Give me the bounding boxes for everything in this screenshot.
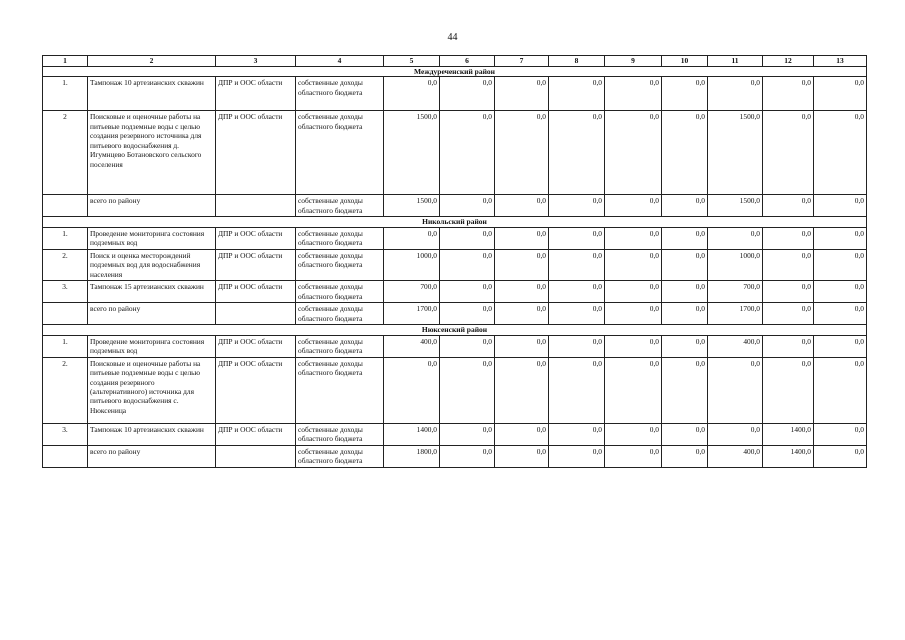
executor [216,303,296,325]
column-header-13: 13 [814,56,867,67]
value-col-9: 0,0 [605,77,662,111]
value-col-7: 0,0 [495,77,549,111]
activity-name: всего по району [88,303,216,325]
value-col-5: 1500,0 [384,195,440,217]
district-total-row [43,195,867,217]
value-col-9: 0,0 [605,445,662,467]
value-col-7: 0,0 [495,227,549,249]
value-col-13: 0,0 [814,445,867,467]
activity-name: Проведение мониторинга состояния подземных вод [88,335,216,357]
value-col-5: 400,0 [384,335,440,357]
row-number [43,195,88,217]
table-row [43,423,867,445]
activity-name: Поисковые и оценочные работы на питьевые подземные воды с целью создания резервного (альтернативного) источника для питьевого водоснабжения с. Нюксеница [88,357,216,423]
district-total-row [43,445,867,467]
value-col-5: 700,0 [384,281,440,303]
district-section-header [43,217,867,228]
value-col-6: 0,0 [440,281,495,303]
value-col-8: 0,0 [549,111,605,195]
value-col-6: 0,0 [440,111,495,195]
value-col-9: 0,0 [605,195,662,217]
value-col-7: 0,0 [495,111,549,195]
activity-name: Поисковые и оценочные работы на питьевые подземные воды с целью создания резервного источника для питьевого водоснабжения д. Игумнцево Ботановского сельского поселения [88,111,216,195]
value-col-8: 0,0 [549,335,605,357]
funding-source: собственные доходы областного бюджета [296,281,384,303]
activity-name: всего по району [88,195,216,217]
row-number: 2 [43,111,88,195]
funding-source: собственные доходы областного бюджета [296,195,384,217]
table-row [43,111,867,195]
value-col-6: 0,0 [440,195,495,217]
column-header-3: 3 [216,56,296,67]
executor: ДПР и ООС области [216,281,296,303]
value-col-6: 0,0 [440,77,495,111]
funding-source: собственные доходы областного бюджета [296,303,384,325]
value-col-6: 0,0 [440,249,495,280]
value-col-5: 1700,0 [384,303,440,325]
row-number [43,445,88,467]
column-header-12: 12 [763,56,814,67]
value-col-9: 0,0 [605,111,662,195]
value-col-10: 0,0 [662,249,708,280]
value-col-7: 0,0 [495,281,549,303]
value-col-11: 0,0 [708,357,763,423]
executor: ДПР и ООС области [216,335,296,357]
funding-source: собственные доходы областного бюджета [296,227,384,249]
value-col-10: 0,0 [662,303,708,325]
value-col-13: 0,0 [814,423,867,445]
value-col-10: 0,0 [662,227,708,249]
column-header-row [43,56,867,67]
value-col-12: 0,0 [763,111,814,195]
value-col-7: 0,0 [495,335,549,357]
value-col-7: 0,0 [495,445,549,467]
value-col-11: 400,0 [708,445,763,467]
district-section-header [43,66,867,77]
row-number: 1. [43,77,88,111]
value-col-11: 1500,0 [708,111,763,195]
row-number: 3. [43,423,88,445]
value-col-11: 400,0 [708,335,763,357]
district-section-header [43,325,867,336]
value-col-10: 0,0 [662,445,708,467]
value-col-12: 0,0 [763,227,814,249]
value-col-9: 0,0 [605,423,662,445]
executor: ДПР и ООС области [216,423,296,445]
value-col-6: 0,0 [440,357,495,423]
funding-source: собственные доходы областного бюджета [296,335,384,357]
value-col-10: 0,0 [662,357,708,423]
value-col-7: 0,0 [495,303,549,325]
value-col-6: 0,0 [440,303,495,325]
value-col-8: 0,0 [549,195,605,217]
value-col-6: 0,0 [440,445,495,467]
value-col-7: 0,0 [495,249,549,280]
value-col-11: 0,0 [708,423,763,445]
table-row [43,357,867,423]
column-header-6: 6 [440,56,495,67]
executor: ДПР и ООС области [216,357,296,423]
table-row [43,77,867,111]
district-title: Никольский район [43,217,867,228]
district-title: Нюксенский район [43,325,867,336]
value-col-5: 1400,0 [384,423,440,445]
value-col-10: 0,0 [662,77,708,111]
value-col-11: 1700,0 [708,303,763,325]
executor: ДПР и ООС области [216,111,296,195]
value-col-12: 0,0 [763,357,814,423]
value-col-8: 0,0 [549,303,605,325]
column-header-11: 11 [708,56,763,67]
funding-source: собственные доходы областного бюджета [296,111,384,195]
executor: ДПР и ООС области [216,249,296,280]
value-col-12: 0,0 [763,335,814,357]
activity-name: всего по району [88,445,216,467]
value-col-6: 0,0 [440,227,495,249]
value-col-5: 0,0 [384,77,440,111]
value-col-13: 0,0 [814,111,867,195]
funding-source: собственные доходы областного бюджета [296,423,384,445]
value-col-9: 0,0 [605,227,662,249]
column-header-1: 1 [43,56,88,67]
value-col-8: 0,0 [549,281,605,303]
value-col-11: 0,0 [708,227,763,249]
value-col-5: 1800,0 [384,445,440,467]
budget-table [42,55,867,468]
value-col-12: 1400,0 [763,423,814,445]
column-header-8: 8 [549,56,605,67]
value-col-8: 0,0 [549,77,605,111]
activity-name: Тампонаж 10 артезианских скважин [88,423,216,445]
value-col-13: 0,0 [814,335,867,357]
executor [216,195,296,217]
value-col-9: 0,0 [605,357,662,423]
column-header-5: 5 [384,56,440,67]
value-col-11: 700,0 [708,281,763,303]
funding-source: собственные доходы областного бюджета [296,445,384,467]
value-col-5: 1500,0 [384,111,440,195]
value-col-12: 0,0 [763,195,814,217]
row-number: 3. [43,281,88,303]
value-col-6: 0,0 [440,423,495,445]
value-col-10: 0,0 [662,281,708,303]
activity-name: Тампонаж 10 артезианских скважин [88,77,216,111]
value-col-13: 0,0 [814,303,867,325]
value-col-6: 0,0 [440,335,495,357]
value-col-11: 0,0 [708,77,763,111]
activity-name: Проведение мониторинга состояния подземных вод [88,227,216,249]
column-header-9: 9 [605,56,662,67]
value-col-10: 0,0 [662,335,708,357]
row-number: 2. [43,249,88,280]
value-col-13: 0,0 [814,77,867,111]
value-col-12: 0,0 [763,281,814,303]
funding-source: собственные доходы областного бюджета [296,357,384,423]
row-number: 1. [43,335,88,357]
executor: ДПР и ООС области [216,77,296,111]
column-header-10: 10 [662,56,708,67]
table-row [43,227,867,249]
executor [216,445,296,467]
value-col-8: 0,0 [549,445,605,467]
value-col-9: 0,0 [605,303,662,325]
value-col-12: 0,0 [763,249,814,280]
district-total-row [43,303,867,325]
value-col-10: 0,0 [662,195,708,217]
value-col-7: 0,0 [495,423,549,445]
value-col-7: 0,0 [495,195,549,217]
value-col-10: 0,0 [662,111,708,195]
table-row [43,281,867,303]
funding-source: собственные доходы областного бюджета [296,249,384,280]
value-col-9: 0,0 [605,335,662,357]
value-col-5: 0,0 [384,227,440,249]
value-col-11: 1500,0 [708,195,763,217]
value-col-5: 0,0 [384,357,440,423]
value-col-12: 0,0 [763,77,814,111]
executor: ДПР и ООС области [216,227,296,249]
page-number: 44 [447,32,458,43]
value-col-12: 1400,0 [763,445,814,467]
row-number: 2. [43,357,88,423]
value-col-9: 0,0 [605,249,662,280]
table-row [43,335,867,357]
value-col-5: 1000,0 [384,249,440,280]
value-col-9: 0,0 [605,281,662,303]
value-col-8: 0,0 [549,423,605,445]
value-col-13: 0,0 [814,195,867,217]
value-col-13: 0,0 [814,281,867,303]
value-col-8: 0,0 [549,357,605,423]
value-col-8: 0,0 [549,227,605,249]
column-header-4: 4 [296,56,384,67]
value-col-13: 0,0 [814,357,867,423]
row-number [43,303,88,325]
row-number: 1. [43,227,88,249]
value-col-7: 0,0 [495,357,549,423]
value-col-8: 0,0 [549,249,605,280]
column-header-7: 7 [495,56,549,67]
activity-name: Поиск и оценка месторождений подземных вод для водоснабжения населения [88,249,216,280]
activity-name: Тампонаж 15 артезианских скважин [88,281,216,303]
value-col-13: 0,0 [814,227,867,249]
value-col-11: 1000,0 [708,249,763,280]
value-col-12: 0,0 [763,303,814,325]
value-col-13: 0,0 [814,249,867,280]
column-header-2: 2 [88,56,216,67]
district-title: Междуреченский район [43,66,867,77]
funding-source: собственные доходы областного бюджета [296,77,384,111]
table-row [43,249,867,280]
value-col-10: 0,0 [662,423,708,445]
